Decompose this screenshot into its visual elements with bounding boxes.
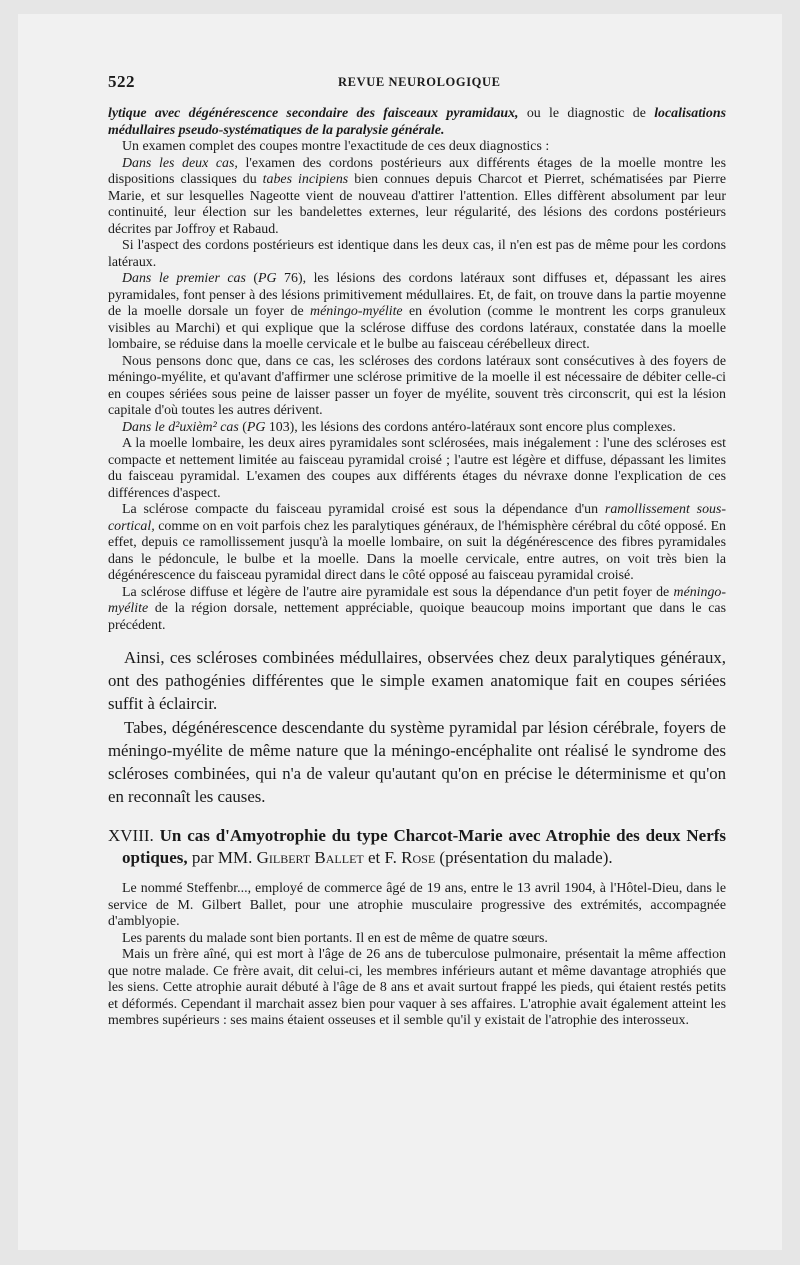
italic-run: méningo-myélite <box>310 304 403 319</box>
paragraph <box>108 716 726 809</box>
text-run: Si l'aspect des cordons postérieurs est identique dans les deux cas, il n'en est pas de même pour les cordons latéraux. <box>108 238 726 270</box>
paragraph <box>108 646 726 716</box>
journal-title: REVUE NEUROLOGIQUE <box>338 75 501 89</box>
text-run: Nous pensons donc que, dans ce cas, les scléroses des cordons latéraux sont consécutives à des foyers de méningo-myélite, et qu'avant d'affirmer une sclérose primitive de la moelle il est nécessaire de débiter celle-ci en coupes sériées sous peine de laisser passer un foyer de myélite, souvent très circonscrit, qui est la lésion capitale d'où toutes les autres dérivent. <box>108 353 726 418</box>
page-number: 522 <box>108 72 135 91</box>
text-run: 103), les lésions des cordons antéro-latéraux sont encore plus complexes. <box>265 419 676 435</box>
paragraph <box>108 502 726 585</box>
text-run: comme on en voit parfois chez les paralytiques généraux, de l'hémisphère cérébral du côté opposé. En effet, depuis ce ramollissement jusqu'à la moelle lombaire, on suit la dégénérescence des fibres pyramidales dans le pédoncule, le bulbe et la moelle. Dans la moelle cervicale, entre autres, on voit très bien la dégénérescence du faisceau pyramidal direct dans le côté opposé au faisceau pyramidal croisé. <box>108 518 726 583</box>
paragraph <box>108 436 726 502</box>
section-note: (présentation du malade). <box>439 848 613 868</box>
text-run: ( <box>245 271 259 286</box>
running-header <box>108 72 726 92</box>
text-run: A la moelle lombaire, les deux aires pyramidales sont sclérosées, mais inégalement : l'une des scléroses est compacte et nettement limitée au faisceau pyramidal croisé ; l'autre est légère et diffuse, dépassant les limites du faisceau pyramidal. L'examen des coupes aux différents étages du névraxe donne l'explication de ces différences d'aspect. <box>108 436 726 501</box>
paragraph <box>108 354 726 420</box>
text-run: ( <box>238 419 247 435</box>
italic-run: Dans le d²uxièm² cas <box>122 419 239 435</box>
text-run: Ainsi, ces scléroses combinées médullaires, observées chez deux paralytiques généraux, ont des pathogénies différentes que le simple examen anatomique fait en coupes sériées suffit à éclaircir. <box>108 648 726 714</box>
italic-run: Dans les deux cas, <box>122 155 238 171</box>
italic-run: PG <box>258 271 277 286</box>
paragraph <box>108 947 726 1030</box>
paragraph <box>108 238 726 271</box>
paragraph <box>108 156 726 239</box>
section-et: et F. <box>368 848 397 868</box>
paragraph <box>108 106 726 139</box>
italic-run: Dans le premier cas <box>122 271 246 286</box>
text-run: Les parents du malade sont bien portants. Il en est de même de quatre sœurs. <box>122 930 548 946</box>
italic-run: lytique avec dégénérescence secondaire des faisceaux pyramidaux, <box>108 106 519 121</box>
italic-run: méningo-myélite <box>108 584 726 616</box>
text-run: La sclérose diffuse et légère de l'autre aire pyramidale est sous la dépendance d'un petit foyer de <box>122 584 674 600</box>
text-run: en évolution (comme le montrent les corps granuleux visibles au Marchi) et qui explique que la sclérose diffuse des cordons latéraux, constatée dans la moelle lombaire, se réduise dans la moelle cervicale et le bulbe au faisceau cérébelleux direct. <box>108 304 726 352</box>
text-run: La sclérose compacte du faisceau pyramidal croisé est sous la dépendance d'un <box>122 502 605 517</box>
section-title: Un cas d'Amyotrophie du type Charcot-Marie avec Atrophie des deux Nerfs optiques, <box>122 826 727 868</box>
small-text-block-2 <box>108 881 726 1030</box>
italic-run: localisations médullaires pseudo-systématiques de la paralysie générale. <box>108 106 726 138</box>
paragraph <box>108 585 726 635</box>
paragraph <box>108 420 726 437</box>
text-run: Tabes, dégénérescence descendante du système pyramidal par lésion cérébrale, foyers de méningo-myélite de même nature que la méningo-encéphalite ont réalisé le syndrome des scléroses combinées, qui n'a de valeur qu'autant qu'on en précise le déterminisme et qu'on en reconnaît les causes. <box>108 717 726 807</box>
text-run: Le nommé Steffenbr..., employé de commerce âgé de 19 ans, entre le 13 avril 1904, à l'Hôtel-Dieu, dans le service de M. Gilbert Ballet, pour une atrophie musculaire progressive des extrémités, accompagnée d'amblyopie. <box>108 881 726 930</box>
section-number: XVIII. <box>108 826 154 846</box>
text-run: Un examen complet des coupes montre l'exactitude de ces deux diagnostics : <box>122 139 550 154</box>
large-text-block <box>108 646 726 808</box>
italic-run: PG <box>246 419 266 435</box>
paragraph <box>108 931 726 948</box>
text-run: 76), les lésions des cordons latéraux sont diffuses et, dépassant les aires pyramidales, font penser à des lésions primitivement médullaires. Et, de fait, on trouve dans la partie moyenne de la moelle dorsale un foyer de <box>108 271 726 319</box>
paragraph <box>108 139 726 156</box>
section-heading <box>108 825 726 869</box>
section-author-1: Gilbert Ballet <box>256 848 364 868</box>
text-run: ou le diagnostic de <box>518 106 655 121</box>
section-author-2: Rose <box>401 848 436 868</box>
section-par: par MM. <box>191 848 253 868</box>
text-run: l'examen des cordons postérieurs aux différents étages de la moelle montre les dispositions classiques du <box>108 155 726 187</box>
article-body <box>108 106 726 1030</box>
italic-run: tabes incipiens <box>262 172 349 187</box>
italic-run: ramollissement sous-cortical, <box>108 502 726 534</box>
text-run: de la région dorsale, nettement appréciable, quoique beaucoup moins important que dans le cas précédent. <box>108 601 726 633</box>
paragraph <box>108 881 726 931</box>
paragraph <box>108 271 726 354</box>
small-text-block-1 <box>108 106 726 634</box>
text-run: Mais un frère aîné, qui est mort à l'âge de 26 ans de tuberculose pulmonaire, présentait la même affection que notre malade. Ce frère avait, dit celui-ci, les membres inférieurs autant et même davantage atrophiés que les siens. Cette atrophie aurait débuté à l'âge de 8 ans et avait surtout frappé les pieds, qui étaient restés petits et déformés. Cependant il marchait assez bien pour vaquer à ses affaires. L'atrophie avait également atteint les membres supérieurs : ses mains étaient osseuses et il semble qu'il y existait de l'atrophie des interosseux. <box>108 947 726 1029</box>
text-run: bien connues depuis Charcot et Pierret, schématisées par Pierre Marie, et sur lesquelles Nageotte vient de nouveau d'attirer l'attention. Elles diffèrent absolument par leur continuité, leur élection sur les bandelettes externes, leur régularité, des lésions des cordons postérieurs décrites par Joffroy et Rabaud. <box>108 172 726 237</box>
